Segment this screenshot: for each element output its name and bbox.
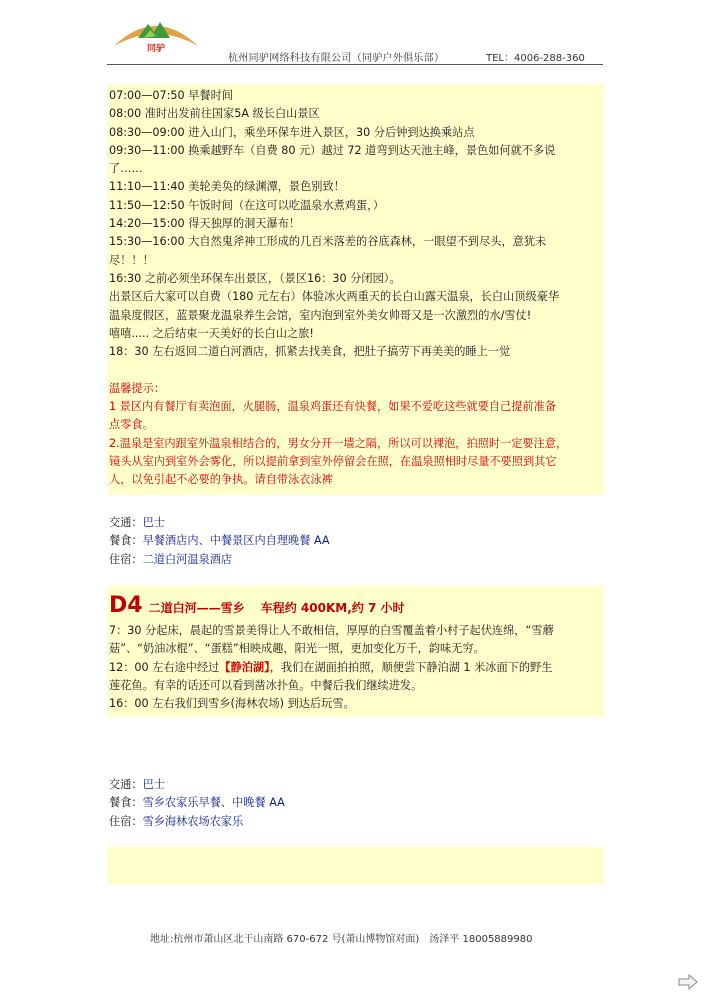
day4-info bbox=[109, 776, 285, 831]
schedule-line: 07:00—07:50 早餐时间 bbox=[109, 89, 233, 102]
day4-box bbox=[107, 586, 604, 717]
day4-code: D4 bbox=[109, 593, 143, 618]
tips-line: 2.温泉是室内跟室外温泉相结合的，男女分开一墙之隔，所以可以裸泡，拍照时一定要注意， bbox=[109, 436, 568, 450]
day4-line: 16：00 左右我们到雪乡(海林农场) 到达后玩雪。 bbox=[109, 697, 355, 711]
schedule-line: 16:30 之前必须坐环保车出景区，（景区16：30 分闭园）。 bbox=[109, 271, 401, 285]
stay-value: 雪乡海林农场农家乐 bbox=[142, 814, 244, 828]
tonglv-logo-icon bbox=[108, 12, 204, 54]
meal-value: 早餐酒店内、中餐景区内自理晚餐 AA bbox=[142, 534, 330, 548]
company-name: 杭州同驴网络科技有限公司（同驴户外俱乐部） bbox=[228, 53, 445, 64]
schedule-line: 出景区后大家可以自费（180 元左右）体验冰火两重天的长白山露天温泉，长白山顶级豪华 bbox=[109, 290, 560, 304]
schedule-line: 了…… bbox=[109, 162, 143, 176]
header-divider bbox=[107, 64, 603, 65]
meal-label: 餐食： bbox=[109, 534, 143, 548]
transport-label: 交通： bbox=[109, 778, 143, 791]
stay-row bbox=[109, 551, 330, 569]
stay-row bbox=[109, 813, 285, 831]
transport-value: 巴士 bbox=[142, 516, 165, 529]
stay-label: 住宿： bbox=[109, 552, 143, 566]
tips-line: 人，以免引起不必要的争执。请自带泳衣泳裤 bbox=[109, 473, 333, 487]
schedule-line: 嘻嘻..... 之后结束一天美好的长白山之旅! bbox=[109, 326, 314, 340]
tips-line: 镜头从室内到室外会雾化，所以提前拿到室外停留会在照，在温泉照相时尽量不要照到其它 bbox=[109, 454, 557, 468]
stay-value: 二道白河温泉酒店 bbox=[142, 552, 233, 566]
meal-row bbox=[109, 532, 330, 550]
day4-line3-post: ，我们在湖面拍拍照，顺便尝下静泊湖 1 米冰面下的野生 bbox=[269, 660, 553, 674]
schedule-line: 14:20—15:00 得天独厚的洞天瀑布！ bbox=[109, 217, 301, 231]
transport-row bbox=[109, 514, 330, 532]
transport-value: 巴士 bbox=[142, 778, 165, 791]
day3-schedule-box bbox=[107, 84, 604, 495]
schedule-line: 08:30—09:00 进入山门，乘坐环保车进入景区，30 分后钟到达换乘站点 bbox=[109, 125, 475, 139]
meal-value: 雪乡农家乐早餐、中晚餐 AA bbox=[142, 796, 285, 810]
meal-label: 餐食： bbox=[109, 796, 143, 810]
day4-line3-pre: 12：00 左右途中经过 bbox=[109, 660, 220, 674]
next-page-arrow-icon[interactable] bbox=[678, 974, 698, 990]
meal-row bbox=[109, 794, 285, 812]
stay-label: 住宿： bbox=[109, 814, 143, 828]
day4-line: 莲花鱼。有幸的话还可以看到凿冰扑鱼。中餐后我们继续进发。 bbox=[109, 678, 423, 692]
footer-address: 地址:杭州市萧山区北干山南路 670-672 号(萧山博物馆对面) 汤泽平 18005889980 bbox=[150, 934, 533, 945]
schedule-line: 温泉度假区，蓝景聚龙温泉养生会馆，室内泡到室外美女帅哥又是一次激烈的水/雪仗! bbox=[109, 308, 532, 322]
schedule-line: 15:30—16:00 大自然鬼斧神工形成的几百米落差的谷底森林，一眼望不到尽头，意犹未 bbox=[109, 235, 547, 249]
jingbo-lake-highlight: 【静泊湖】 bbox=[219, 660, 270, 674]
telephone: TEL：4006-288-360 bbox=[486, 53, 585, 64]
day3-info bbox=[109, 514, 330, 569]
schedule-line: 尽！！！ bbox=[109, 253, 154, 267]
day4-line bbox=[109, 659, 602, 677]
transport-label: 交通： bbox=[109, 516, 143, 529]
day4-title: 二道白河——雪乡 车程约 400KM,约 7 小时 bbox=[148, 601, 405, 615]
schedule-line: 11:50—12:50 午饭时间（在这可以吃温泉水煮鸡蛋，） bbox=[109, 198, 385, 212]
tips-line: 1 景区内有餐厅有卖泡面，火腿肠，温泉鸡蛋还有快餐，如果不爱吃这些就要自己提前准备 bbox=[109, 400, 556, 414]
logo-text: 同驴 bbox=[146, 44, 166, 54]
schedule-line: 11:10—11:40 美轮美奂的绿渊潭，景色别致！ bbox=[109, 180, 345, 194]
empty-yellow-box bbox=[107, 847, 604, 884]
transport-row bbox=[109, 776, 285, 794]
schedule-line: 18：30 左右返回二道白河酒店，抓紧去找美食，把肚子搞劳下再美美的睡上一觉 bbox=[109, 345, 511, 359]
schedule-line: 08:00 准时出发前往国家5A 级长白山景区 bbox=[109, 107, 320, 121]
day4-line: 菇”、“奶油冰棍”、“蛋糕”相映成趣，阳光一照，更加变化万千，韵味无穷。 bbox=[109, 642, 485, 656]
day4-heading bbox=[109, 594, 602, 618]
tips-title: 温馨提示： bbox=[109, 381, 165, 395]
tips-line: 点零食。 bbox=[109, 418, 154, 432]
spacer bbox=[109, 361, 602, 379]
schedule-line: 09:30—11:00 换乘越野车（自费 80 元）越过 72 道弯到达天池主峰，景色如何就不多说 bbox=[109, 143, 556, 157]
day4-line: 7：30 分起床，晨起的雪景美得让人不敢相信，厚厚的白雪覆盖着小村子起伏连绵，“雪蘑 bbox=[109, 624, 554, 637]
